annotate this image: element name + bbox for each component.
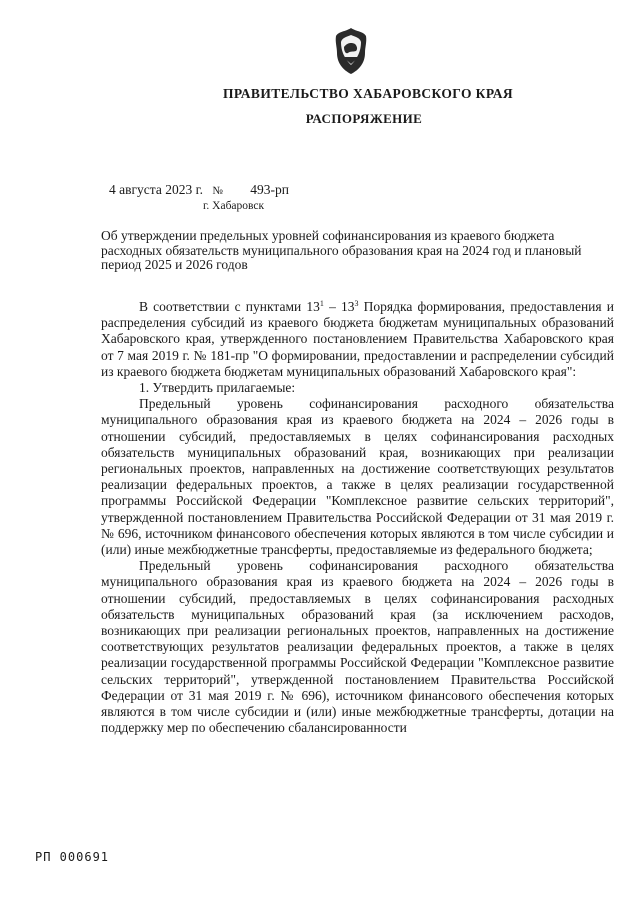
paragraph-1: Предельный уровень софинансирования расходного обязательства муниципального образования края из краевого бюджета на 2024 – 2026 годы в отношении субсидий, предоставляемых в целях софинансирования расходных обязательств муниципальных образований края, возникающих при реализации региональных проектов, направленных на достижение соответствующих результатов реализации федеральных проектов, а также в целях реализации государственной программы Российской Федерации "Комплексное развитие сельских территорий", утвержденной постановлением Правительства Российской Федерации от 31 мая 2019 г. № 696, источником финансового обеспечения которых являются в том числе субсидии и (или) иные межбюджетные трансферты, предоставляемые из федерального бюджета;: [101, 396, 614, 558]
document-body: [101, 299, 614, 736]
document-subject: Об утверждении предельных уровней софинансирования из краевого бюджета расходных обязательств муниципального образования края на 2024 год и плановый период 2025 и 2026 годов: [101, 228, 582, 272]
document-city: г. Хабаровск: [203, 200, 265, 212]
item-1: 1. Утвердить прилагаемые:: [139, 380, 296, 396]
serial-number: РП 000691: [35, 850, 110, 864]
document-number: 493-рп: [250, 182, 289, 197]
coat-of-arms-icon: [333, 27, 369, 75]
document-date-line: [109, 182, 289, 198]
intro-paragraph: В соответствии с пунктами $13^1 - 13^3$ Порядка формирования, предоставления и распределения субсидий из краевого бюджета бюджетам муниципальных образований Хабаровского края, утвержденного постановлением Правительства Хабаровского края от 7 мая 2019 г. № 181-пр "О формировании, предоставлении и распределении субсидий из краевого бюджета бюджетам муниципальных образований Хабаровского края":: [101, 299, 615, 379]
organization-name: ПРАВИТЕЛЬСТВО ХАБАРОВСКОГО КРАЯ: [222, 86, 514, 101]
number-label: №: [212, 185, 223, 197]
document-date: 4 августа 2023 г.: [109, 182, 203, 197]
paragraph-2: Предельный уровень софинансирования расходного обязательства муниципального образования края из краевого бюджета на 2024 – 2026 годы в отношении субсидий, предоставляемых в целях софинансирования расходных обязательств муниципальных образований края (за исключением расходов, возникающих при реализации региональных проектов, направленных на достижение соответствующих результатов реализации федеральных проектов, а также в целях реализации государственной программы Российской Федерации "Комплексное развитие сельских территорий", утвержденной постановлением Правительства Российской Федерации от 31 мая 2019 г. № 696), источником финансового обеспечения которых являются в том числе субсидии и (или) иные межбюджетные трансферты, дотации на поддержку мер по обеспечению сбалансированности: [101, 558, 614, 736]
document-type: РАСПОРЯЖЕНИЕ: [305, 111, 423, 126]
